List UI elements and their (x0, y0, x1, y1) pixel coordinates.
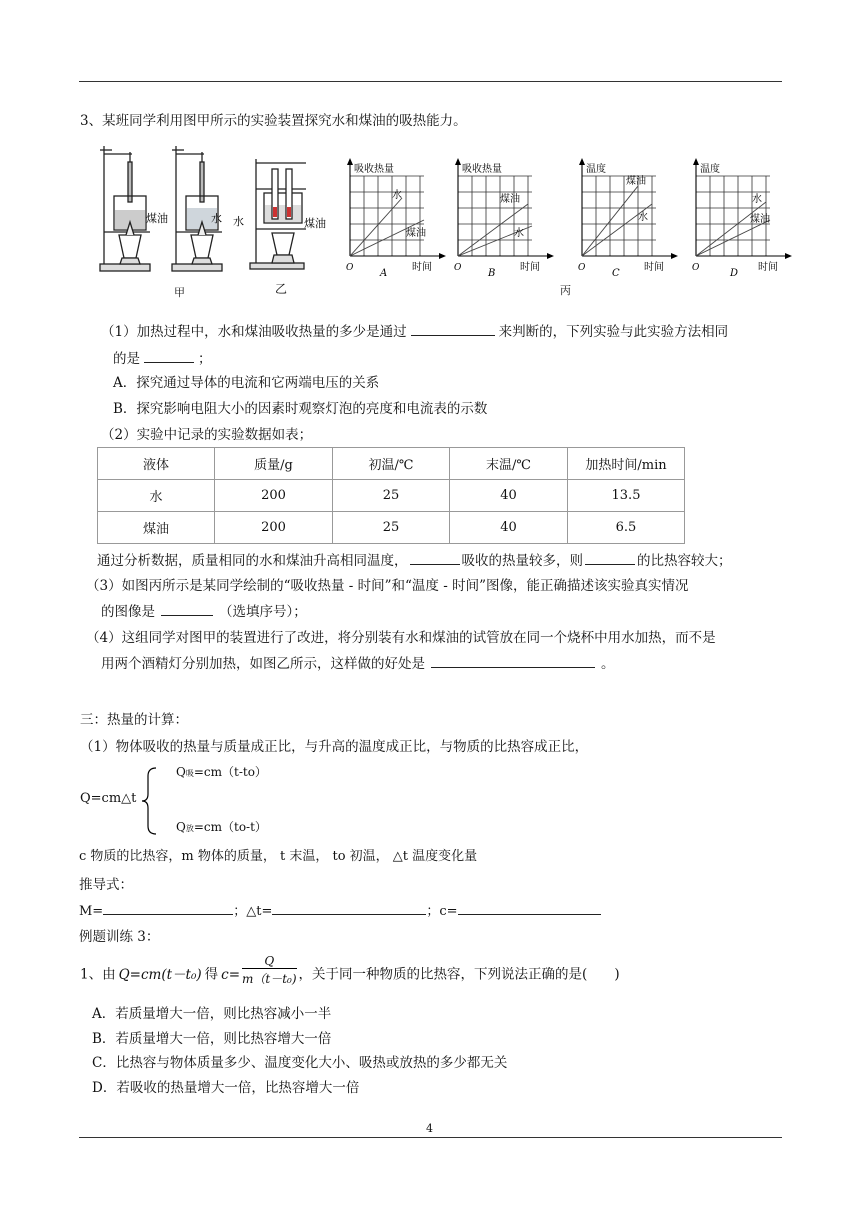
q1-option-c: C．比热容与物体质量多少、温度变化大小、吸热或放热的多少都无关 (92, 1055, 508, 1071)
svg-text:O: O (454, 263, 462, 273)
answer-blank-1[interactable] (411, 321, 495, 336)
q3-part4-line1: （4）这组同学对图甲的装置进行了改进，将分别装有水和煤油的试管放在同一个烧杯中用水加热，而不是 (86, 630, 716, 646)
q3-part1-line2: 的是 ； (113, 347, 212, 367)
derive-line: M= ；△t= ；c= (79, 900, 601, 919)
svg-text:煤油: 煤油 (750, 214, 770, 225)
svg-text:水: 水 (392, 190, 402, 201)
svg-text:吸收热量: 吸收热量 (354, 164, 394, 175)
table-header: 末温/℃ (450, 448, 568, 480)
data-table (97, 447, 685, 544)
svg-text:温度: 温度 (700, 164, 720, 175)
fraction-numerator: Q (242, 954, 297, 969)
svg-text:煤油: 煤油 (406, 228, 426, 239)
svg-text:煤油: 煤油 (500, 194, 520, 205)
answer-blank-m[interactable] (103, 900, 233, 915)
fraction (242, 954, 297, 991)
answer-blank-dt[interactable] (272, 900, 426, 915)
table-row: 煤油 200 25 40 6.5 (98, 512, 685, 544)
q3-part2: （2）实验中记录的实验数据如表； (101, 427, 313, 443)
q1-option-d: D．若吸收的热量增大一倍，比热容增大一倍 (92, 1080, 360, 1096)
svg-text:A: A (380, 268, 388, 279)
formula-main: Q=cm△t (80, 791, 137, 806)
table-header-row (98, 448, 685, 480)
svg-text:时间: 时间 (758, 262, 778, 273)
graph-d (686, 156, 796, 280)
answer-blank-4[interactable] (585, 550, 635, 565)
svg-text:水: 水 (752, 194, 762, 205)
svg-text:C: C (612, 268, 620, 279)
svg-text:B: B (488, 268, 496, 279)
answer-blank-6[interactable] (431, 653, 595, 668)
svg-text:O: O (346, 263, 354, 273)
graph-c (572, 156, 682, 280)
formula-q: Q=cm(t－t₀) (118, 966, 202, 983)
svg-text:煤油: 煤油 (626, 176, 646, 187)
q3-option-b: B．探究影响电阻大小的因素时观察灯泡的亮度和电流表的示数 (113, 401, 488, 417)
svg-text:时间: 时间 (520, 262, 540, 273)
q1-option-b: B．若质量增大一倍，则比热容增大一倍 (92, 1031, 332, 1047)
header-rule (79, 81, 782, 82)
q3-part4-line2: 用两个酒精灯分别加热，如图乙所示，这样做的好处是 。 (101, 652, 615, 672)
question-3-title: 3、某班同学利用图甲所示的实验装置探究水和煤油的吸热能力。 (80, 113, 467, 129)
q3-option-a: A．探究通过导体的电流和它两端电压的关系 (113, 375, 380, 391)
page-number: 4 (426, 1122, 433, 1135)
graph-b (448, 156, 558, 280)
svg-text:O: O (692, 263, 700, 273)
table-row: 水 200 25 40 13.5 (98, 480, 685, 512)
q3-part3-line2: 的图像是 （选填序号）； (101, 600, 307, 620)
svg-text:O: O (578, 263, 586, 273)
section-3-heading: 三：热量的计算： (80, 712, 188, 728)
q1-option-a: A．若质量增大一倍，则比热容减小一半 (92, 1006, 332, 1022)
svg-text:水: 水 (514, 228, 524, 239)
table-header: 初温/℃ (333, 448, 450, 480)
question-1: 1、由 Q=cm(t－t₀) 得 c= $\frac{Q}{\text{m（t－t₀)}}$ ，关于同一种物质的比热容，下列说法正确的是( ) (80, 959, 620, 991)
svg-text:水: 水 (638, 212, 648, 223)
table-header: 质量/g (215, 448, 333, 480)
svg-text:时间: 时间 (412, 262, 432, 273)
svg-text:D: D (730, 268, 739, 279)
kerosene-label-jia: 煤油 (146, 212, 168, 225)
apparatus-yi-figure (230, 155, 330, 275)
water-label-jia: 水 (211, 212, 222, 225)
answer-blank-3[interactable] (410, 550, 460, 565)
figure-label-bing: 丙 (560, 284, 571, 297)
svg-text:吸收热量: 吸收热量 (462, 164, 502, 175)
q3-part3-line1: （3）如图丙所示是某同学绘制的“吸收热量 - 时间”和“温度 - 时间”图像，能正确描述该实验真实情况 (86, 578, 689, 594)
figure-label-jia: 甲 (174, 286, 185, 299)
formula-q-absorb: Q吸=cm（t-to） (176, 765, 267, 779)
footer-rule (79, 1137, 782, 1138)
kerosene-label-yi: 煤油 (304, 217, 326, 230)
symbol-definitions: c 物质的比热容，m 物体的质量， t 末温， to 初温， △t 温度变化量 (79, 849, 478, 864)
section-3-line1: （1）物体吸收的热量与质量成正比，与升高的温度成正比，与物质的比热容成正比， (80, 739, 589, 755)
formula-q-release: Q放=cm（to-t） (176, 820, 267, 834)
q3-analysis: 通过分析数据，质量相同的水和煤油升高相同温度， 吸收的热量较多，则 的比热容较大； (97, 549, 732, 569)
example-heading: 例题训练 3： (79, 929, 160, 945)
graph-a (340, 156, 450, 280)
derive-heading: 推导式： (79, 877, 133, 893)
water-label-yi: 水 (233, 215, 244, 228)
answer-blank-2[interactable] (144, 348, 194, 363)
answer-blank-c[interactable] (458, 900, 601, 915)
table-header: 加热时间/min (568, 448, 685, 480)
svg-text:时间: 时间 (644, 262, 664, 273)
fraction-denominator: m（t－t₀) (242, 972, 297, 986)
answer-blank-5[interactable] (161, 601, 213, 616)
svg-text:温度: 温度 (586, 164, 606, 175)
q3-part1-line1: （1）加热过程中，水和煤油吸收热量的多少是通过 来判断的，下列实验与此实验方法相同 (101, 320, 728, 340)
brace-icon (140, 766, 160, 836)
table-header: 液体 (98, 448, 215, 480)
figure-label-yi: 乙 (275, 282, 288, 296)
